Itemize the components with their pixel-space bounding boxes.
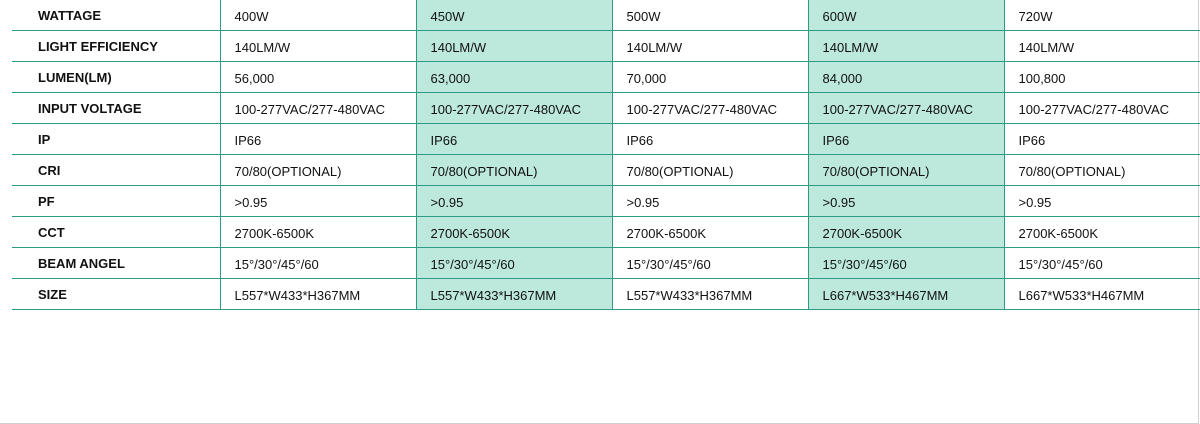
table-row bbox=[12, 0, 1200, 31]
table-row bbox=[12, 217, 1200, 248]
table-cell: 600W bbox=[808, 0, 1004, 31]
table-cell: 100-277VAC/277-480VAC bbox=[416, 93, 612, 124]
table-cell: L667*W533*H467MM bbox=[1004, 279, 1200, 310]
table-cell: 70/80(OPTIONAL) bbox=[612, 155, 808, 186]
table-cell: >0.95 bbox=[220, 186, 416, 217]
table-cell: >0.95 bbox=[416, 186, 612, 217]
table-cell: 84,000 bbox=[808, 62, 1004, 93]
table-row bbox=[12, 248, 1200, 279]
table-cell: 140LM/W bbox=[612, 31, 808, 62]
table-cell: IP66 bbox=[416, 124, 612, 155]
table-cell: 2700K-6500K bbox=[416, 217, 612, 248]
table-cell: L557*W433*H367MM bbox=[416, 279, 612, 310]
table-cell: 70/80(OPTIONAL) bbox=[808, 155, 1004, 186]
row-label: INPUT VOLTAGE bbox=[12, 93, 220, 124]
table-cell: 140LM/W bbox=[808, 31, 1004, 62]
row-label: BEAM ANGEL bbox=[12, 248, 220, 279]
table-cell: 15°/30°/45°/60 bbox=[808, 248, 1004, 279]
table-row bbox=[12, 155, 1200, 186]
table-cell: 70/80(OPTIONAL) bbox=[1004, 155, 1200, 186]
table-cell: 2700K-6500K bbox=[612, 217, 808, 248]
table-cell: IP66 bbox=[808, 124, 1004, 155]
table-cell: 70,000 bbox=[612, 62, 808, 93]
table-cell: 100,800 bbox=[1004, 62, 1200, 93]
table-cell: >0.95 bbox=[612, 186, 808, 217]
table-cell: L557*W433*H367MM bbox=[220, 279, 416, 310]
table-cell: IP66 bbox=[1004, 124, 1200, 155]
table-cell: L557*W433*H367MM bbox=[612, 279, 808, 310]
table-cell: 2700K-6500K bbox=[808, 217, 1004, 248]
table-row bbox=[12, 279, 1200, 310]
table-cell: 70/80(OPTIONAL) bbox=[416, 155, 612, 186]
table-cell: 56,000 bbox=[220, 62, 416, 93]
table-cell: IP66 bbox=[220, 124, 416, 155]
table-cell: 140LM/W bbox=[416, 31, 612, 62]
table-row bbox=[12, 124, 1200, 155]
row-label: LUMEN(LM) bbox=[12, 62, 220, 93]
table-cell: 100-277VAC/277-480VAC bbox=[808, 93, 1004, 124]
table-row bbox=[12, 186, 1200, 217]
row-label: WATTAGE bbox=[12, 0, 220, 31]
table-row bbox=[12, 62, 1200, 93]
table-cell: 2700K-6500K bbox=[220, 217, 416, 248]
table-cell: 100-277VAC/277-480VAC bbox=[220, 93, 416, 124]
row-label: IP bbox=[12, 124, 220, 155]
table-cell: >0.95 bbox=[1004, 186, 1200, 217]
spec-table bbox=[12, 0, 1200, 310]
table-cell: 450W bbox=[416, 0, 612, 31]
table-cell: 15°/30°/45°/60 bbox=[416, 248, 612, 279]
table-cell: 720W bbox=[1004, 0, 1200, 31]
table-row bbox=[12, 31, 1200, 62]
table-cell: 63,000 bbox=[416, 62, 612, 93]
row-label: CCT bbox=[12, 217, 220, 248]
table-cell: 15°/30°/45°/60 bbox=[1004, 248, 1200, 279]
table-cell: 140LM/W bbox=[220, 31, 416, 62]
table-cell: 400W bbox=[220, 0, 416, 31]
row-label: PF bbox=[12, 186, 220, 217]
table-cell: 100-277VAC/277-480VAC bbox=[612, 93, 808, 124]
table-cell: 15°/30°/45°/60 bbox=[612, 248, 808, 279]
table-cell: 70/80(OPTIONAL) bbox=[220, 155, 416, 186]
table-cell: 140LM/W bbox=[1004, 31, 1200, 62]
row-label: CRI bbox=[12, 155, 220, 186]
row-label: LIGHT EFFICIENCY bbox=[12, 31, 220, 62]
table-cell: 100-277VAC/277-480VAC bbox=[1004, 93, 1200, 124]
table-row bbox=[12, 93, 1200, 124]
table-cell: >0.95 bbox=[808, 186, 1004, 217]
table-cell: IP66 bbox=[612, 124, 808, 155]
table-cell: 500W bbox=[612, 0, 808, 31]
table-cell: 2700K-6500K bbox=[1004, 217, 1200, 248]
row-label: SIZE bbox=[12, 279, 220, 310]
table-cell: 15°/30°/45°/60 bbox=[220, 248, 416, 279]
table-cell: L667*W533*H467MM bbox=[808, 279, 1004, 310]
